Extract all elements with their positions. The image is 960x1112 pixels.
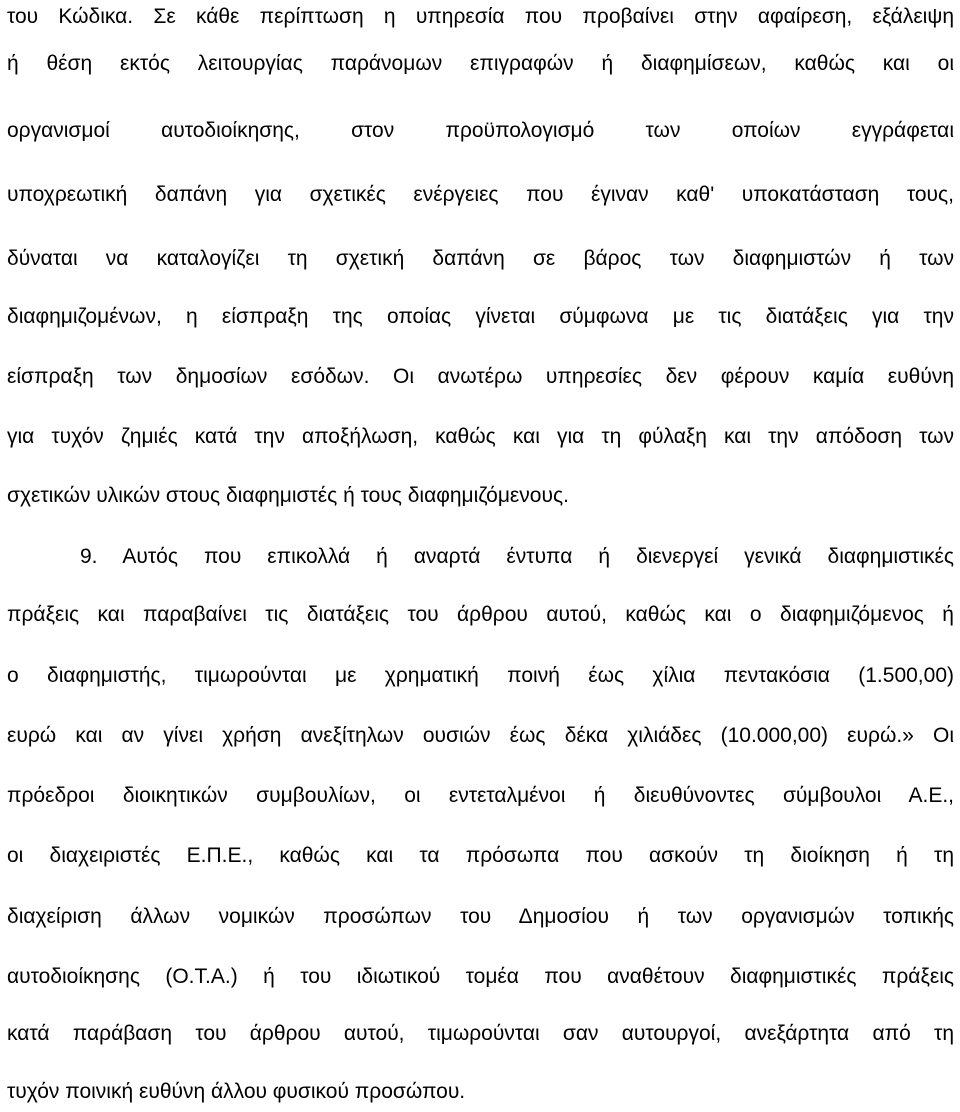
text-line-5: δύναται να καταλογίζει τη σχετική δαπάνη σε βάρος των διαφημιστών ή των: [7, 247, 954, 270]
text-line-10: 9. Αυτός που επικολλά ή αναρτά έντυπα ή διενεργεί γενικά διαφημιστικές: [80, 545, 954, 568]
text-line-3: οργανισμοί αυτοδιοίκησης, στον προϋπολογισμό των οποίων εγγράφεται: [7, 119, 954, 142]
text-line-7: είσπραξη των δημοσίων εσόδων. Οι ανωτέρω υπηρεσίες δεν φέρουν καμία ευθύνη: [7, 365, 954, 388]
text-line-14: πρόεδροι διοικητικών συμβουλίων, οι εντεταλμένοι ή διευθύνοντες σύμβουλοι Α.Ε.,: [7, 784, 954, 807]
text-line-6: διαφημιζομένων, η είσπραξη της οποίας γίνεται σύμφωνα με τις διατάξεις για την: [7, 305, 954, 328]
text-line-18: κατά παράβαση του άρθρου αυτού, τιμωρούνται σαν αυτουργοί, ανεξάρτητα από τη: [7, 1022, 954, 1045]
text-line-2: ή θέση εκτός λειτουργίας παράνομων επιγραφών ή διαφημίσεων, καθώς και οι: [7, 52, 954, 75]
text-line-1: του Κώδικα. Σε κάθε περίπτωση η υπηρεσία που προβαίνει στην αφαίρεση, εξάλειψη: [7, 5, 954, 28]
text-line-17: αυτοδιοίκησης (Ο.Τ.Α.) ή του ιδιωτικού τομέα που αναθέτουν διαφημιστικές πράξεις: [7, 965, 954, 988]
text-line-15: οι διαχειριστές Ε.Π.Ε., καθώς και τα πρόσωπα που ασκούν τη διοίκηση ή τη: [7, 844, 954, 867]
text-line-13: ευρώ και αν γίνει χρήση ανεξίτηλων ουσιών έως δέκα χιλιάδες (10.000,00) ευρώ.» Οι: [7, 724, 954, 747]
text-line-4: υποχρεωτική δαπάνη για σχετικές ενέργειες που έγιναν καθ' υποκατάσταση τους,: [7, 183, 954, 206]
text-line-16: διαχείριση άλλων νομικών προσώπων του Δημοσίου ή των οργανισμών τοπικής: [7, 905, 954, 928]
text-line-11: πράξεις και παραβαίνει τις διατάξεις του άρθρου αυτού, καθώς και ο διαφημιζόμενος ή: [7, 603, 954, 626]
text-line-8: για τυχόν ζημιές κατά την αποξήλωση, καθώς και για τη φύλαξη και την απόδοση των: [7, 425, 954, 448]
text-line-12: ο διαφημιστής, τιμωρούνται με χρηματική ποινή έως χίλια πεντακόσια (1.500,00): [7, 664, 954, 687]
text-line-9: σχετικών υλικών στους διαφημιστές ή τους διαφημιζόμενους.: [7, 484, 569, 507]
text-line-19: τυχόν ποινική ευθύνη άλλου φυσικού προσώπου.: [7, 1080, 466, 1103]
